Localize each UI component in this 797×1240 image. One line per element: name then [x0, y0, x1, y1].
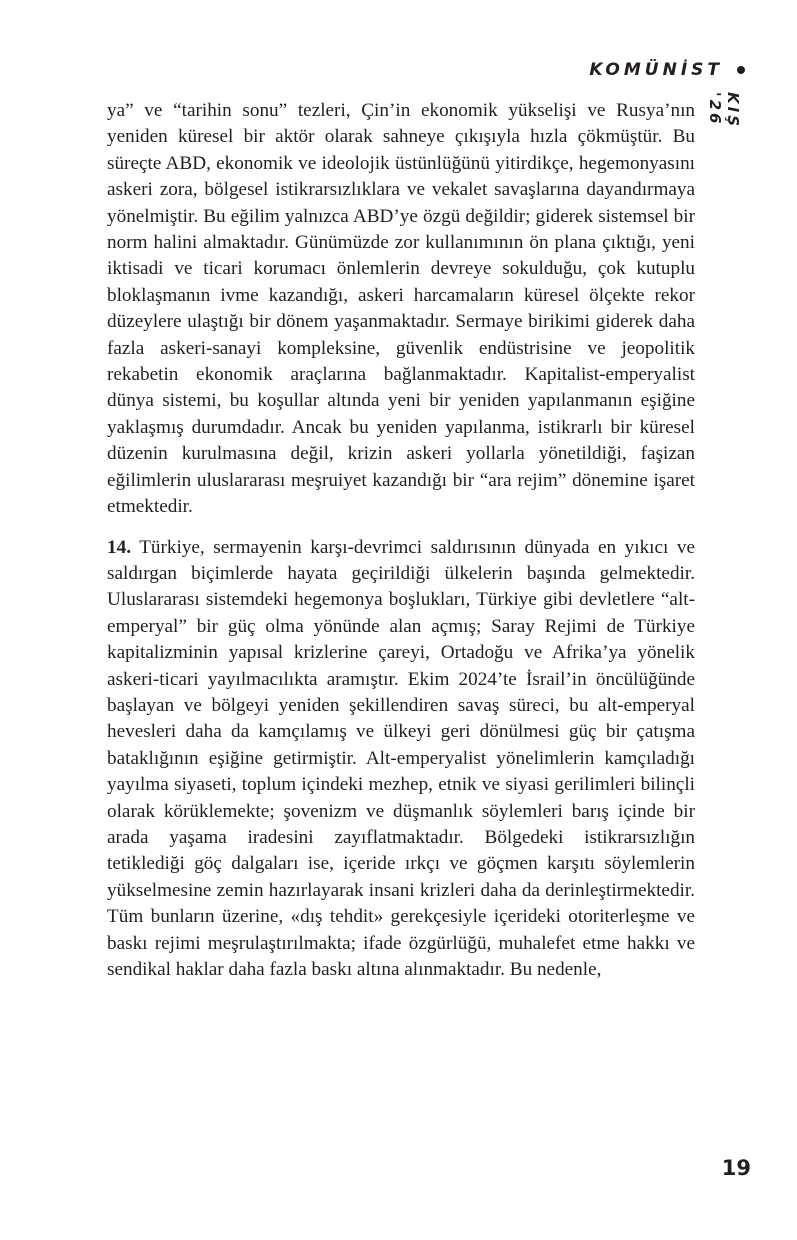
paragraph-number: 14. — [107, 536, 131, 558]
body-text — [107, 98, 695, 983]
running-header — [589, 60, 745, 80]
paragraph-14 — [107, 535, 695, 984]
paragraph-spacer — [107, 521, 695, 535]
issue-label: KIŞ '26 — [706, 92, 742, 130]
page-number: 19 — [721, 1156, 751, 1180]
paragraph-text: ya” ve “tarihin sonu” tezleri, Çin’in ekonomik yükselişi ve Rusya’nın yeniden küresel bir aktör olarak sahneye çıkışıyla hızla çökmüştür. Bu süreçte ABD, ekonomik ve ideolojik üstünlüğünü yitirdikçe, hegemonyasını askeri zora, bölgesel istikrarsızlıklara ve vekalet savaşlarına dayandırmaya yönelmiştir. Bu eğilim yalnızca ABD’ye özgü değildir; giderek sistemsel bir norm halini almaktadır. Günümüzde zor kullanımının ön plana çıktığı, yeni iktisadi ve ticari korumacı önlemlerin devreye sokulduğu, çok kutuplu bloklaşmanın ivme kazandığı, askeri harcamaların küresel ölçekte rekor düzeylere ulaştığı bir dönem yaşanmaktadır. Sermaye birikimi giderek daha fazla askeri-sanayi kompleksine, güvenlik endüstrisine ve jeopolitik rekabetin ekonomik araçlarına bağlanmaktadır. Kapitalist-emperyalist dünya sistemi, bu koşullar altında yeni bir yeniden yapılanmanın eşiğine yaklaşmış durumdadır. Ancak bu yeniden yapılanma, istikrarlı bir küresel düzenin kurulmasına değil, krizin askeri yollarla yönetildiği, faşizan eğilimlerin uluslararası meşruiyet kazandığı bir “ara rejim” dönemine işaret etmektedir. — [107, 100, 695, 518]
paragraph-text: Türkiye, sermayenin karşı-devrimci saldırısının dünyada en yıkıcı ve saldırgan biçimlerde hayata geçirildiği ülkelerin başında gelmektedir. Uluslararası sistemdeki hegemonya boşlukları, Türkiye gibi devletlere “alt-emperyal” bir güç olma yönünde alan açmış; Saray Rejimi de Türkiye kapitalizminin yapısal krizlerine çareyi, Ortadoğu ve Afrika’ya yönelik askeri-ticari yayılmacılıkta aramıştır. Ekim 2024’te İsrail’in öncülüğünde başlayan ve bölgeyi yeniden şekillendiren savaş süreci, bu alt-emperyal hevesleri daha da kamçılamış ve ülkeyi geri dönülmesi güç bir çatışma bataklığının eşiğine getirmiştir. Alt-emperyalist yönelimlerin kamçıladığı yayılma siyaseti, toplum içindeki mezhep, etnik ve siyasi gerilimleri bilinçli olarak körüklemekte; şovenizm ve düşmanlık söylemleri barış içinde bir arada yaşama iradesini zayıflatmaktadır. Bölgedeki istikrarsızlığın tetiklediği göç dalgaları ise, içeride ırkçı ve göçmen karşıtı söylemlerin yükselmesine zemin hazırlayarak insani krizleri daha da derinleştirmektedir. Tüm bunların üzerine, «dış tehdit» gerekçesiyle içerideki otoriterleşme ve baskı rejimi meşrulaştırılmakta; ifade özgürlüğü, muhalefet etme hakkı ve sendikal haklar daha fazla baskı altına alınmaktadır. Bu nedenle, — [107, 536, 696, 980]
magazine-title: KOMÜNİST — [589, 60, 723, 80]
paragraph-continued — [107, 98, 695, 521]
bullet-dot-icon — [737, 66, 745, 74]
